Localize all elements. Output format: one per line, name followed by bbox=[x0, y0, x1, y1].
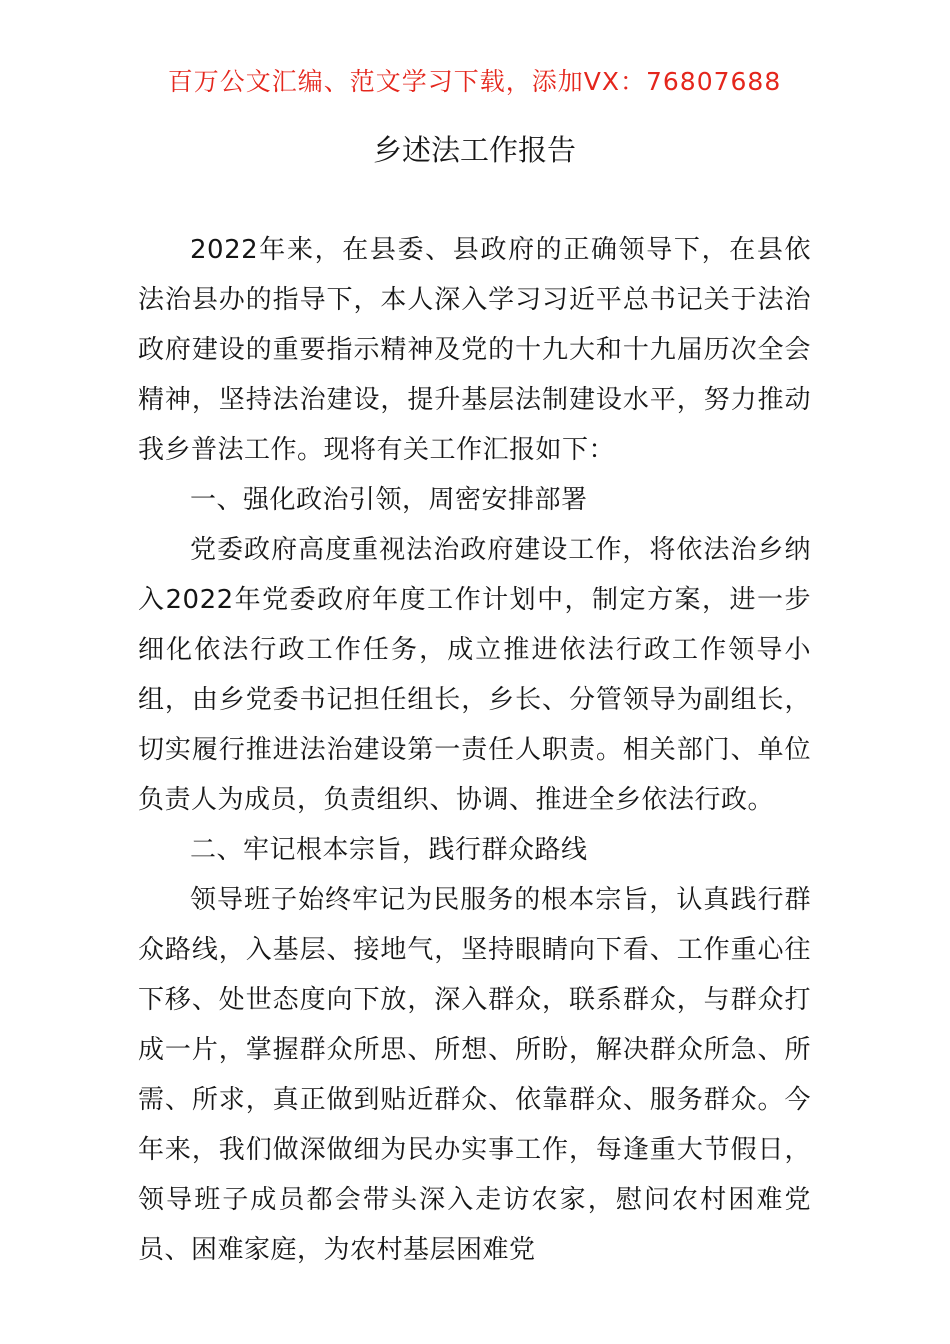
watermark-text: 百万公文汇编、范文学习下载，添加VX：76807688 bbox=[167, 67, 782, 96]
section-heading: 一、强化政治引领，周密安排部署 bbox=[190, 485, 588, 515]
document-body bbox=[138, 225, 811, 1275]
paragraph: 领导班子始终牢记为民服务的根本宗旨，认真践行群众路线，入基层、接地气，坚持眼睛向下看、工作重心往下移、处世态度向下放，深入群众，联系群众，与群众打成一片，掌握群众所思、所想、所盼，解决群众所急、所需、所求，真正做到贴近群众、依靠群众、服务群众。今年来，我们做深做细为民办实事工作，每逢重大节假日，领导班子成员都会带头深入走访农家，慰问农村困难党员、困难家庭，为农村基层困难党 bbox=[138, 885, 811, 1265]
paragraph: 2022年来，在县委、县政府的正确领导下，在县依法治县办的指导下，本人深入学习习近平总书记关于法治政府建设的重要指示精神及党的十九大和十九届历次全会精神，坚持法治建设，提升基层法制建设水平，努力推动我乡普法工作。现将有关工作汇报如下： bbox=[138, 235, 811, 465]
section-heading: 二、牢记根本宗旨，践行群众路线 bbox=[190, 835, 588, 865]
document-title: 乡述法工作报告 bbox=[372, 133, 576, 167]
paragraph: 党委政府高度重视法治政府建设工作，将依法治乡纳入2022年党委政府年度工作计划中，制定方案，进一步细化依法行政工作任务，成立推进依法行政工作领导小组，由乡党委书记担任组长，乡长、分管领导为副组长，切实履行推进法治建设第一责任人职责。相关部门、单位负责人为成员，负责组织、协调、推进全乡依法行政。 bbox=[138, 535, 811, 815]
